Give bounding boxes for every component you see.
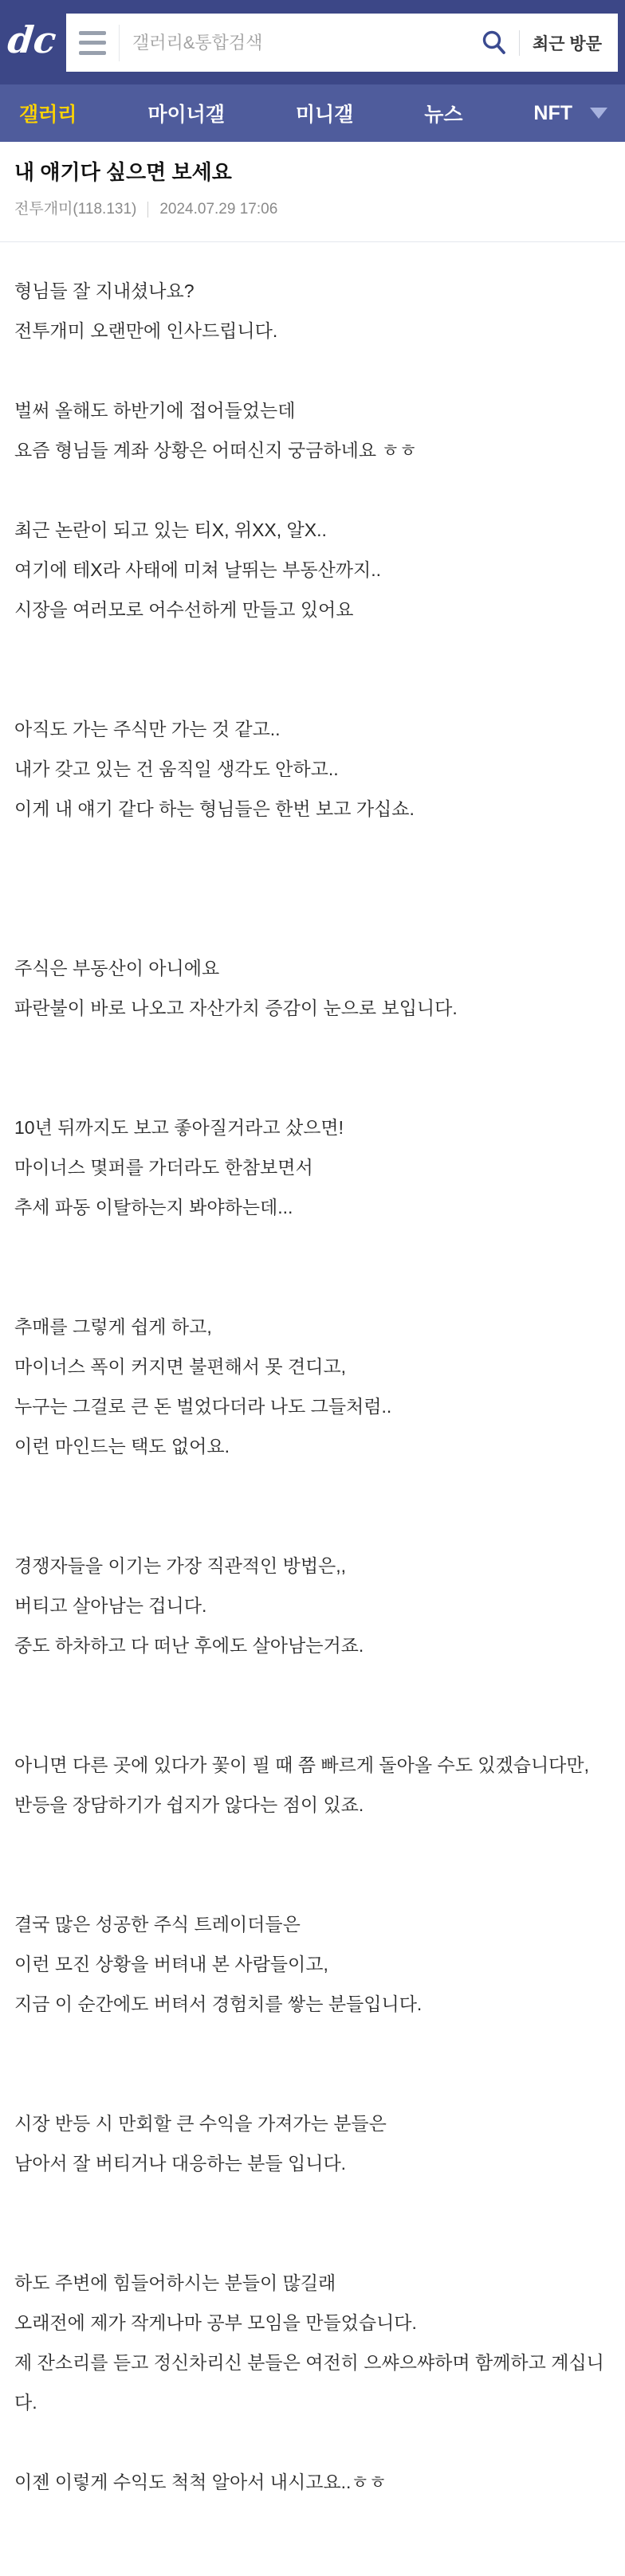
body-line: 이게 내 얘기 같다 하는 형님들은 한번 보고 가십쇼. bbox=[14, 798, 415, 819]
body-blank-line bbox=[14, 470, 611, 510]
body-blank-line bbox=[14, 868, 611, 908]
body-blank-line bbox=[14, 1466, 611, 1506]
body-line: 아니면 다른 곳에 있다가 꽃이 필 때 쯤 빠르게 돌아올 수도 있겠습니다만, bbox=[14, 1755, 590, 1775]
body-line: 경쟁자들을 이기는 가장 직관적인 방법은,, bbox=[14, 1555, 347, 1576]
post-meta bbox=[0, 186, 625, 241]
body-line: 아직도 가는 주식만 가는 것 같고.. bbox=[14, 719, 281, 739]
body-line: 주식은 부동산이 아니에요 bbox=[14, 958, 220, 978]
body-line: 최근 논란이 되고 있는 티X, 위XX, 알X.. bbox=[14, 520, 327, 540]
body-blank-line bbox=[14, 1506, 611, 1546]
body-line: 시장 반등 시 만회할 큰 수익을 가져가는 분들은 bbox=[14, 2113, 387, 2134]
meta-separator bbox=[147, 202, 148, 218]
body-blank-line bbox=[14, 351, 611, 390]
body-blank-line bbox=[14, 2064, 611, 2104]
tab-nft[interactable]: NFT bbox=[533, 102, 607, 125]
body-blank-line bbox=[14, 1864, 611, 1904]
tab-gallery[interactable]: 갤러리 bbox=[19, 104, 77, 126]
body-blank-line bbox=[14, 829, 611, 868]
body-line: 누구는 그걸로 큰 돈 벌었다더라 나도 그들처럼.. bbox=[14, 1396, 392, 1417]
tab-news[interactable]: 뉴스 bbox=[424, 104, 463, 126]
body-blank-line bbox=[14, 2223, 611, 2263]
body-line: 하도 주변에 힘들어하시는 분들이 많길래 bbox=[14, 2272, 336, 2293]
top-header bbox=[0, 0, 625, 84]
body-blank-line bbox=[14, 1227, 611, 1267]
search-icon bbox=[481, 29, 508, 57]
body-line: 지금 이 순간에도 버텨서 경험치를 쌓는 분들입니다. bbox=[14, 1994, 423, 2014]
post-body bbox=[0, 242, 625, 2537]
body-line: 10년 뒤까지도 보고 좋아질거라고 샀으면! bbox=[14, 1117, 344, 1138]
body-line: 중도 하차하고 다 떠난 후에도 살아남는거죠. bbox=[14, 1635, 364, 1656]
body-line: 파란불이 바로 나오고 자산가치 증감이 눈으로 보입니다. bbox=[14, 998, 458, 1018]
body-line: 내가 갖고 있는 건 움직일 생각도 안하고.. bbox=[14, 759, 339, 779]
body-blank-line bbox=[14, 2422, 611, 2462]
tab-minor-gallery[interactable]: 마이너갤 bbox=[147, 104, 225, 126]
body-blank-line bbox=[14, 1068, 611, 1108]
body-line: 이런 모진 상황을 버텨내 본 사람들이고, bbox=[14, 1954, 328, 1974]
search-bar bbox=[66, 14, 618, 72]
body-blank-line bbox=[14, 1825, 611, 1864]
body-line: 벌써 올해도 하반기에 접어들었는데 bbox=[14, 400, 296, 421]
body-line: 이젠 이렇게 수익도 척척 알아서 내시고요..ㅎㅎ bbox=[14, 2472, 387, 2492]
body-line: 남아서 잘 버티거나 대응하는 분들 입니다. bbox=[14, 2153, 347, 2174]
body-line: 반등을 장담하기가 쉽지가 않다는 점이 있죠. bbox=[14, 1794, 364, 1815]
body-line: 형님들 잘 지내셨나요? bbox=[14, 280, 195, 301]
body-line: 마이너스 폭이 커지면 불편해서 못 견디고, bbox=[14, 1356, 347, 1377]
body-line: 오래전에 제가 작게나마 공부 모임을 만들었습니다. bbox=[14, 2312, 417, 2333]
body-blank-line bbox=[14, 629, 611, 669]
recent-visit-button[interactable]: 최근 방문 bbox=[520, 31, 618, 55]
body-blank-line bbox=[14, 2183, 611, 2223]
dcinside-logo[interactable]: dc bbox=[6, 18, 59, 61]
body-line: 요즘 형님들 계좌 상황은 어떠신지 궁금하네요 ㅎㅎ bbox=[14, 440, 417, 461]
body-blank-line bbox=[14, 1705, 611, 1745]
post-date: 2024.07.29 17:06 bbox=[159, 201, 278, 218]
post-header bbox=[0, 142, 625, 242]
post-view bbox=[0, 142, 625, 2537]
body-line: 전투개미 오랜만에 인사드립니다. bbox=[14, 320, 278, 341]
tab-mini-gallery[interactable]: 미니갤 bbox=[295, 104, 354, 126]
search-input[interactable] bbox=[120, 33, 481, 53]
body-blank-line bbox=[14, 1028, 611, 1068]
search-button[interactable] bbox=[481, 29, 519, 57]
gallery-nav bbox=[0, 84, 625, 142]
body-blank-line bbox=[14, 1665, 611, 1705]
body-line: 여기에 테X라 사태에 미쳐 날뛰는 부동산까지.. bbox=[14, 559, 381, 580]
post-title: 내 얘기다 싶으면 보세요 bbox=[14, 160, 232, 184]
body-blank-line bbox=[14, 908, 611, 948]
body-line: 결국 많은 성공한 주식 트레이더들은 bbox=[14, 1914, 301, 1935]
body-line: 시장을 여러모로 어수선하게 만들고 있어요 bbox=[14, 599, 354, 620]
body-line: 마이너스 몇퍼를 가더라도 한참보면서 bbox=[14, 1157, 313, 1178]
body-line: 버티고 살아남는 겁니다. bbox=[14, 1595, 207, 1616]
body-blank-line bbox=[14, 1267, 611, 1307]
post-author: 전투개미(118.131) bbox=[14, 201, 137, 218]
body-line: 추매를 그렇게 쉽게 하고, bbox=[14, 1316, 212, 1337]
menu-hamburger-icon[interactable] bbox=[79, 31, 106, 55]
body-line: 이런 마인드는 택도 없어요. bbox=[14, 1436, 230, 1457]
body-blank-line bbox=[14, 2024, 611, 2064]
body-blank-line bbox=[14, 669, 611, 709]
body-line: 제 잔소리를 듣고 정신차리신 분들은 여전히 으쌰으쌰하며 함께하고 계십니다. bbox=[14, 2352, 604, 2413]
dropdown-arrow-icon[interactable] bbox=[590, 108, 607, 119]
body-line: 추세 파동 이탈하는지 봐야하는데... bbox=[14, 1197, 293, 1217]
